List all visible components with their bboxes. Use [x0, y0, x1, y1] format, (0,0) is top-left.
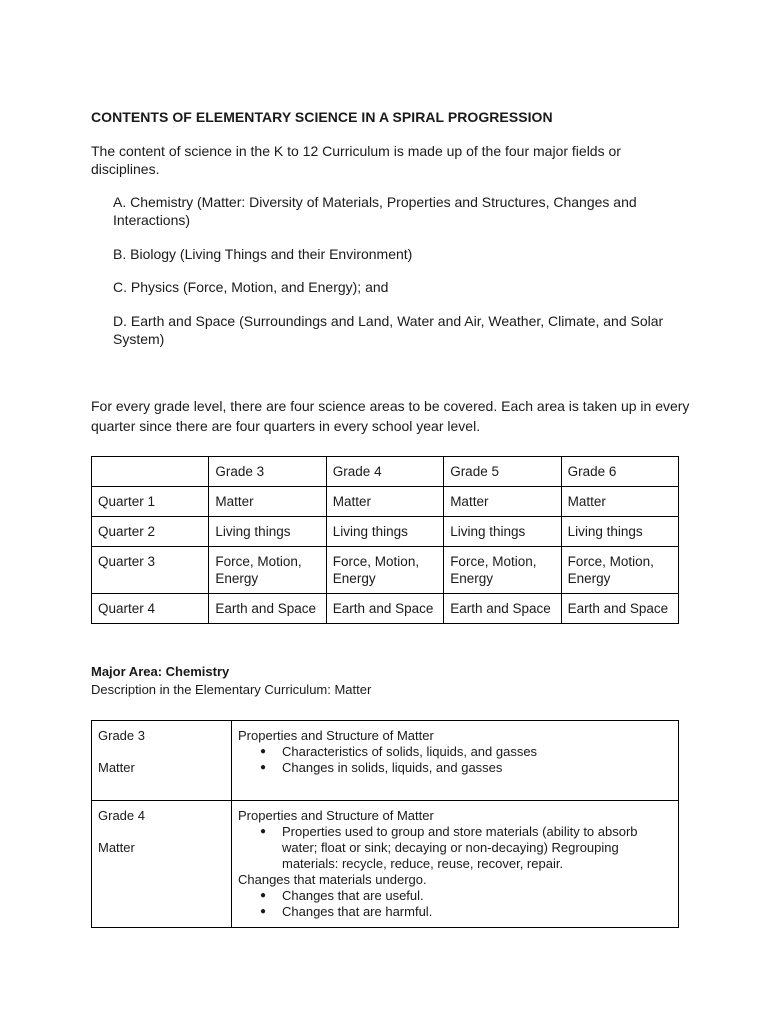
list-item: ● Changes in solids, liquids, and gasses [282, 760, 672, 776]
field-chemistry: A. Chemistry (Matter: Diversity of Materials, Properties and Structures, Changes and Interactions) [113, 194, 637, 228]
table-cell: Quarter 1 [92, 487, 209, 517]
table-row [92, 594, 679, 624]
content-cell [232, 801, 679, 928]
table-cell: Force, Motion, Energy [561, 547, 678, 594]
table-cell: Force, Motion, Energy [326, 547, 443, 594]
table-cell: Quarter 2 [92, 517, 209, 547]
table-cell: Quarter 3 [92, 547, 209, 594]
document-title: CONTENTS OF ELEMENTARY SCIENCE IN A SPIRAL PROGRESSION [91, 109, 553, 125]
table-row [92, 801, 679, 928]
list-item: ● Changes that are harmful. [282, 904, 672, 920]
table-header-cell: Grade 6 [561, 457, 678, 487]
major-area-heading: Major Area: Chemistry [91, 664, 230, 679]
table-header-cell: Grade 5 [444, 457, 561, 487]
table-row [92, 721, 679, 801]
area-label: Matter [98, 840, 135, 855]
chemistry-table [91, 720, 679, 928]
table-cell: Matter [209, 487, 326, 517]
grade-label: Grade 3 [98, 728, 145, 743]
grade-cell [92, 801, 232, 928]
bullet-list [238, 744, 672, 776]
table-row [92, 517, 679, 547]
table-cell: Earth and Space [209, 594, 326, 624]
description-line: Description in the Elementary Curriculum: Matter [91, 682, 372, 697]
content-heading: Properties and Structure of Matter [238, 808, 434, 823]
table-cell: Earth and Space [444, 594, 561, 624]
bullet-list [238, 824, 672, 872]
field-physics: C. Physics (Force, Motion, and Energy); and [113, 279, 389, 295]
list-item: ● Properties used to group and store materials (ability to absorb water; float or sink; decaying or non-decaying) Regrouping materials: recycle, reduce, reuse, recover, repair. [282, 824, 672, 872]
table-cell: Earth and Space [326, 594, 443, 624]
table-row [92, 487, 679, 517]
bullet-list [238, 888, 672, 920]
grade-cell [92, 721, 232, 801]
area-label: Matter [98, 760, 135, 775]
list-item: ● Changes that are useful. [282, 888, 672, 904]
table-cell: Force, Motion, Energy [209, 547, 326, 594]
table-cell: Living things [561, 517, 678, 547]
table-cell: Earth and Space [561, 594, 678, 624]
field-earth-space: D. Earth and Space (Surroundings and Land, Water and Air, Weather, Climate, and Solar System) [113, 313, 664, 347]
table-row [92, 547, 679, 594]
table-cell: Living things [326, 517, 443, 547]
content-cell [232, 721, 679, 801]
table-cell: Matter [326, 487, 443, 517]
field-biology: B. Biology (Living Things and their Environment) [113, 246, 413, 262]
table-cell: Force, Motion, Energy [444, 547, 561, 594]
quarter-grade-table [91, 456, 679, 624]
content-subheading: Changes that materials undergo. [238, 872, 427, 887]
table-cell: Matter [561, 487, 678, 517]
grade-level-paragraph: For every grade level, there are four science areas to be covered. Each area is taken up in every quarter since there are four quarters in every school year level. [91, 398, 690, 434]
table-header-cell: Grade 4 [326, 457, 443, 487]
intro-paragraph: The content of science in the K to 12 Curriculum is made up of the four major fields or disciplines. [91, 143, 621, 177]
table-header-row [92, 457, 679, 487]
table-header-cell: Grade 3 [209, 457, 326, 487]
content-heading: Properties and Structure of Matter [238, 728, 434, 743]
table-header-cell [92, 457, 209, 487]
list-item: ● Characteristics of solids, liquids, and gasses [282, 744, 672, 760]
grade-label: Grade 4 [98, 808, 145, 823]
table-cell: Quarter 4 [92, 594, 209, 624]
table-cell: Living things [209, 517, 326, 547]
table-cell: Matter [444, 487, 561, 517]
table-cell: Living things [444, 517, 561, 547]
